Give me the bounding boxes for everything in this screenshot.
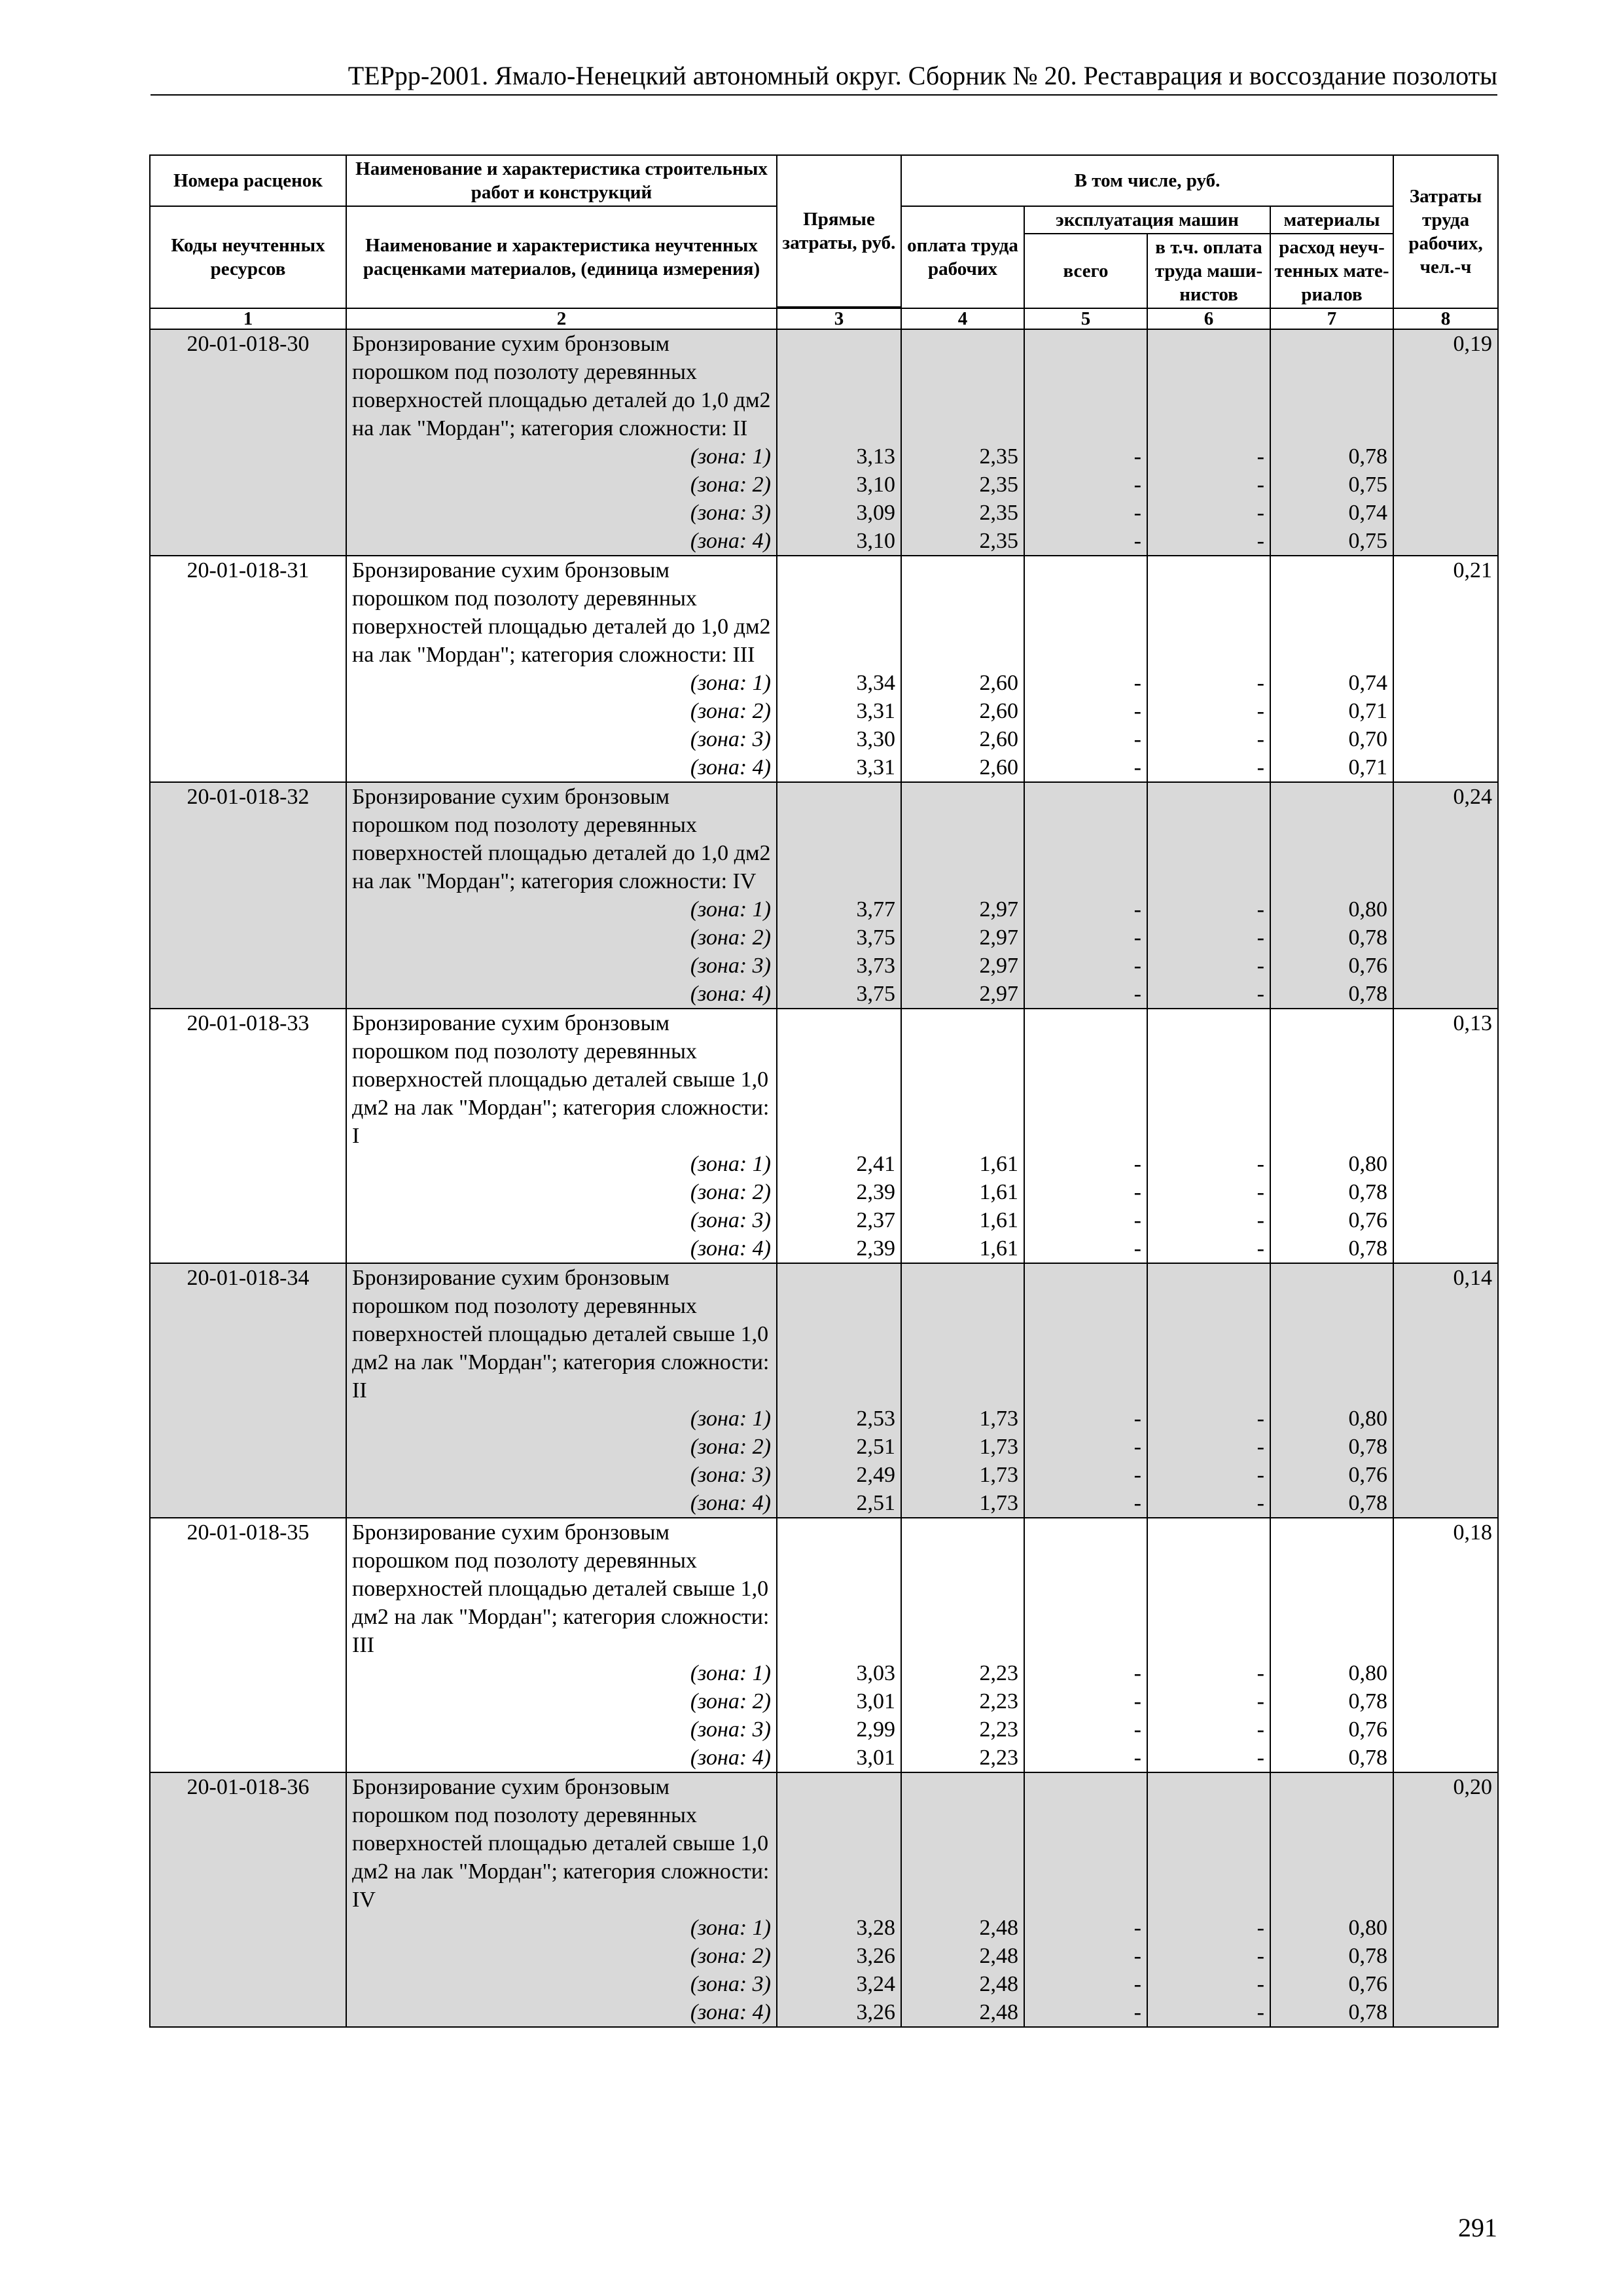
labor-pay-value: 2,35 [979, 444, 1018, 469]
materials-value: 0,74 [1348, 671, 1388, 695]
labor-pay-value: 2,97 [979, 897, 1018, 922]
zone-label: (зона: 2) [690, 1435, 771, 1459]
direct-cost-value: 2,51 [856, 1491, 895, 1515]
labor-pay-value: 2,60 [979, 671, 1018, 695]
column-numbers-row [150, 308, 1498, 329]
direct-cost-value: 3,26 [856, 1944, 895, 1968]
machine-total-value: - [1133, 1180, 1141, 1204]
direct-costs-cell [777, 1772, 901, 2027]
materials-value: 0,80 [1348, 1152, 1388, 1176]
zone-label: (зона: 3) [690, 501, 771, 525]
table-row [150, 782, 1498, 1009]
rate-description: Бронзирование сухим бронзовым порошком под позолоту деревянных поверхностей площадью деталей свыше 1,0 дм2 на лак "Мордан"; категория сложности: III [352, 1520, 770, 1657]
machine-total-value: - [1133, 1916, 1141, 1940]
zone-label: (зона: 2) [690, 1180, 771, 1204]
materials-value: 0,80 [1348, 1916, 1388, 1940]
materials-cell [1270, 556, 1393, 782]
header-resource-codes: Коды неучтенных ресурсов [150, 206, 346, 308]
direct-cost-value: 2,49 [856, 1463, 895, 1487]
machine-total-value: - [1133, 925, 1141, 950]
rate-description: Бронзирование сухим бронзовым порошком под позолоту деревянных поверхностей площадью деталей свыше 1,0 дм2 на лак "Мордан"; категория сложности: IV [352, 1775, 770, 1912]
column-number: 7 [1270, 308, 1393, 329]
direct-cost-value: 3,03 [856, 1661, 895, 1685]
rate-code-cell [150, 782, 346, 1009]
machinist-pay-value: - [1257, 1746, 1264, 1770]
machine-total-value: - [1133, 755, 1141, 780]
materials-value: 0,80 [1348, 897, 1388, 922]
rate-description-cell [346, 1263, 777, 1518]
zone-label: (зона: 1) [690, 671, 771, 695]
machinist-pay-value: - [1257, 1180, 1264, 1204]
header-work-name: Наименование и характеристика строительных работ и конструкций [346, 155, 777, 206]
header-unaccounted-materials: расход неуч-тенных мате-риалов [1270, 234, 1393, 308]
zone-label: (зона: 3) [690, 1717, 771, 1742]
zone-label: (зона: 4) [690, 755, 771, 780]
machinist-pay-cell [1147, 782, 1270, 1009]
labor-costs-cell [1393, 556, 1498, 782]
machine-total-value: - [1133, 982, 1141, 1006]
machinist-pay-value: - [1257, 755, 1264, 780]
labor-costs-value: 0,24 [1453, 785, 1493, 809]
materials-value: 0,78 [1348, 1944, 1388, 1968]
machine-total-value: - [1133, 1689, 1141, 1713]
labor-pay-value: 1,73 [979, 1435, 1018, 1459]
direct-cost-value: 3,30 [856, 727, 895, 751]
machinist-pay-cell [1147, 1263, 1270, 1518]
materials-value: 0,71 [1348, 755, 1388, 780]
column-number: 4 [901, 308, 1024, 329]
labor-pay-value: 1,73 [979, 1491, 1018, 1515]
labor-pay-value: 2,48 [979, 1944, 1018, 1968]
labor-costs-value: 0,21 [1453, 558, 1493, 583]
materials-cell [1270, 1263, 1393, 1518]
zone-label: (зона: 2) [690, 473, 771, 497]
direct-cost-value: 2,53 [856, 1407, 895, 1431]
direct-cost-value: 3,77 [856, 897, 895, 922]
labor-pay-value: 2,60 [979, 755, 1018, 780]
rate-code-cell [150, 329, 346, 556]
rate-code-cell [150, 1263, 346, 1518]
direct-costs-cell [777, 1263, 901, 1518]
materials-value: 0,78 [1348, 1746, 1388, 1770]
machinist-pay-value: - [1257, 671, 1264, 695]
machinist-pay-value: - [1257, 897, 1264, 922]
zone-label: (зона: 4) [690, 982, 771, 1006]
materials-value: 0,80 [1348, 1661, 1388, 1685]
direct-cost-value: 3,26 [856, 2000, 895, 2024]
labor-pay-cell [901, 1518, 1024, 1772]
machine-total-value: - [1133, 1236, 1141, 1261]
materials-value: 0,78 [1348, 1180, 1388, 1204]
machinist-pay-cell [1147, 1772, 1270, 2027]
machinist-pay-value: - [1257, 982, 1264, 1006]
rate-code: 20-01-018-31 [187, 558, 310, 583]
direct-cost-value: 2,39 [856, 1180, 895, 1204]
labor-pay-value: 2,48 [979, 1916, 1018, 1940]
materials-value: 0,74 [1348, 501, 1388, 525]
labor-costs-value: 0,20 [1453, 1775, 1493, 1799]
rate-code-cell [150, 1772, 346, 2027]
materials-value: 0,80 [1348, 1407, 1388, 1431]
column-number: 2 [346, 308, 777, 329]
materials-value: 0,76 [1348, 954, 1388, 978]
machinist-pay-value: - [1257, 444, 1264, 469]
header-material-name: Наименование и характеристика неучтенных расценками материалов, (единица измерения) [346, 206, 777, 308]
labor-pay-value: 2,48 [979, 1972, 1018, 1996]
labor-pay-value: 2,48 [979, 2000, 1018, 2024]
materials-value: 0,78 [1348, 1236, 1388, 1261]
machine-total-cell [1024, 1009, 1147, 1263]
direct-cost-value: 2,37 [856, 1208, 895, 1232]
materials-value: 0,78 [1348, 982, 1388, 1006]
machine-total-value: - [1133, 1661, 1141, 1685]
materials-value: 0,78 [1348, 1689, 1388, 1713]
labor-pay-value: 1,73 [979, 1463, 1018, 1487]
column-number: 6 [1147, 308, 1270, 329]
labor-pay-cell [901, 782, 1024, 1009]
column-number: 5 [1024, 308, 1147, 329]
labor-pay-cell [901, 1009, 1024, 1263]
machine-total-value: - [1133, 501, 1141, 525]
rate-description-cell [346, 782, 777, 1009]
machine-total-value: - [1133, 1972, 1141, 1996]
labor-costs-cell [1393, 1263, 1498, 1518]
machinist-pay-value: - [1257, 954, 1264, 978]
machine-total-value: - [1133, 897, 1141, 922]
direct-cost-value: 3,75 [856, 982, 895, 1006]
zone-label: (зона: 3) [690, 1972, 771, 1996]
machinist-pay-value: - [1257, 1916, 1264, 1940]
table-header [150, 155, 1498, 329]
materials-value: 0,75 [1348, 473, 1388, 497]
direct-costs-cell [777, 556, 901, 782]
machinist-pay-value: - [1257, 1972, 1264, 1996]
zone-label: (зона: 2) [690, 1944, 771, 1968]
labor-pay-value: 2,60 [979, 699, 1018, 723]
rate-description: Бронзирование сухим бронзовым порошком под позолоту деревянных поверхностей площадью деталей до 1,0 дм2 на лак "Мордан"; категория сложности: II [352, 332, 771, 440]
labor-costs-cell [1393, 1009, 1498, 1263]
zone-label: (зона: 1) [690, 1661, 771, 1685]
materials-value: 0,76 [1348, 1717, 1388, 1742]
direct-costs-cell [777, 1009, 901, 1263]
direct-costs-cell [777, 329, 901, 556]
machine-total-value: - [1133, 1407, 1141, 1431]
machine-total-value: - [1133, 473, 1141, 497]
machine-total-value: - [1133, 727, 1141, 751]
materials-cell [1270, 1518, 1393, 1772]
direct-cost-value: 3,75 [856, 925, 895, 950]
rate-code: 20-01-018-36 [187, 1775, 310, 1799]
zone-label: (зона: 1) [690, 1916, 771, 1940]
rate-description-cell [346, 1518, 777, 1772]
zone-label: (зона: 4) [690, 1746, 771, 1770]
header-materials: материалы [1270, 206, 1393, 234]
zone-label: (зона: 2) [690, 699, 771, 723]
direct-cost-value: 3,09 [856, 501, 895, 525]
materials-value: 0,70 [1348, 727, 1388, 751]
zone-label: (зона: 4) [690, 529, 771, 553]
labor-pay-value: 2,97 [979, 954, 1018, 978]
table-row [150, 1518, 1498, 1772]
column-number: 8 [1393, 308, 1498, 329]
direct-cost-value: 3,31 [856, 755, 895, 780]
direct-cost-value: 3,01 [856, 1689, 895, 1713]
rate-description-cell [346, 329, 777, 556]
direct-costs-cell [777, 1518, 901, 1772]
labor-costs-cell [1393, 1772, 1498, 2027]
rate-description: Бронзирование сухим бронзовым порошком под позолоту деревянных поверхностей площадью деталей до 1,0 дм2 на лак "Мордан"; категория сложности: IV [352, 785, 771, 893]
machinist-pay-value: - [1257, 1208, 1264, 1232]
rate-description-cell [346, 1009, 777, 1263]
materials-value: 0,78 [1348, 2000, 1388, 2024]
machine-total-cell [1024, 1772, 1147, 2027]
zone-label: (зона: 3) [690, 954, 771, 978]
machinist-pay-cell [1147, 1009, 1270, 1263]
direct-cost-value: 3,01 [856, 1746, 895, 1770]
labor-pay-value: 2,35 [979, 473, 1018, 497]
machine-total-cell [1024, 1263, 1147, 1518]
machinist-pay-value: - [1257, 1717, 1264, 1742]
column-number: 3 [777, 308, 901, 329]
machine-total-value: - [1133, 2000, 1141, 2024]
labor-pay-value: 2,35 [979, 501, 1018, 525]
labor-pay-value: 2,23 [979, 1717, 1018, 1742]
header-including: В том числе, руб. [901, 155, 1393, 206]
rate-code-cell [150, 556, 346, 782]
labor-costs-cell [1393, 782, 1498, 1009]
header-machine-operation: эксплуатация машин [1024, 206, 1270, 234]
table-body [150, 329, 1498, 2027]
header-labor-costs: Затраты труда рабочих, чел.-ч [1393, 155, 1498, 308]
rate-code: 20-01-018-32 [187, 785, 310, 809]
labor-pay-value: 1,61 [979, 1180, 1018, 1204]
labor-pay-value: 2,35 [979, 529, 1018, 553]
zone-label: (зона: 2) [690, 1689, 771, 1713]
rate-code-cell [150, 1518, 346, 1772]
machine-total-value: - [1133, 1435, 1141, 1459]
labor-pay-value: 2,97 [979, 982, 1018, 1006]
machine-total-cell [1024, 782, 1147, 1009]
direct-cost-value: 3,10 [856, 529, 895, 553]
rate-description: Бронзирование сухим бронзовым порошком под позолоту деревянных поверхностей площадью деталей свыше 1,0 дм2 на лак "Мордан"; категория сложности: I [352, 1011, 770, 1148]
table-row [150, 1009, 1498, 1263]
labor-costs-value: 0,19 [1453, 332, 1493, 356]
direct-cost-value: 2,39 [856, 1236, 895, 1261]
machine-total-value: - [1133, 1717, 1141, 1742]
machinist-pay-value: - [1257, 501, 1264, 525]
zone-label: (зона: 4) [690, 2000, 771, 2024]
header-rate-numbers: Номера расценок [150, 155, 346, 206]
labor-costs-value: 0,14 [1453, 1266, 1493, 1290]
zone-label: (зона: 3) [690, 1463, 771, 1487]
labor-pay-cell [901, 329, 1024, 556]
materials-cell [1270, 1009, 1393, 1263]
materials-value: 0,78 [1348, 1435, 1388, 1459]
materials-value: 0,75 [1348, 529, 1388, 553]
rate-description: Бронзирование сухим бронзовым порошком под позолоту деревянных поверхностей площадью деталей свыше 1,0 дм2 на лак "Мордан"; категория сложности: II [352, 1266, 770, 1403]
zone-label: (зона: 3) [690, 727, 771, 751]
table-row [150, 1772, 1498, 2027]
machinist-pay-value: - [1257, 1435, 1264, 1459]
machine-total-value: - [1133, 1944, 1141, 1968]
machine-total-value: - [1133, 1746, 1141, 1770]
machinist-pay-value: - [1257, 1152, 1264, 1176]
rates-table [149, 154, 1499, 2028]
direct-costs-cell [777, 782, 901, 1009]
machine-total-value: - [1133, 1491, 1141, 1515]
zone-label: (зона: 1) [690, 1152, 771, 1176]
materials-cell [1270, 782, 1393, 1009]
table-row [150, 1263, 1498, 1518]
machine-total-value: - [1133, 954, 1141, 978]
machinist-pay-value: - [1257, 699, 1264, 723]
column-number: 1 [150, 308, 346, 329]
machinist-pay-value: - [1257, 1661, 1264, 1685]
labor-pay-value: 2,23 [979, 1689, 1018, 1713]
running-header: ТЕРрр-2001. Ямало-Ненецкий автономный округ. Сборник № 20. Реставрация и воссоздание позолоты [151, 58, 1497, 96]
header-labor-pay: оплата труда рабочих [901, 206, 1024, 308]
direct-cost-value: 3,31 [856, 699, 895, 723]
materials-value: 0,78 [1348, 1491, 1388, 1515]
direct-cost-value: 2,51 [856, 1435, 895, 1459]
zone-label: (зона: 1) [690, 1407, 771, 1431]
zone-label: (зона: 3) [690, 1208, 771, 1232]
labor-pay-cell [901, 1263, 1024, 1518]
materials-value: 0,76 [1348, 1208, 1388, 1232]
machinist-pay-value: - [1257, 1689, 1264, 1713]
header-machinist-pay: в т.ч. оплата труда маши-нистов [1147, 234, 1270, 308]
table-row [150, 329, 1498, 556]
rate-description-cell [346, 556, 777, 782]
direct-cost-value: 2,41 [856, 1152, 895, 1176]
machinist-pay-value: - [1257, 925, 1264, 950]
direct-cost-value: 3,28 [856, 1916, 895, 1940]
rate-code: 20-01-018-35 [187, 1520, 310, 1545]
machine-total-value: - [1133, 1208, 1141, 1232]
direct-cost-value: 2,99 [856, 1717, 895, 1742]
machine-total-value: - [1133, 1463, 1141, 1487]
machinist-pay-value: - [1257, 1236, 1264, 1261]
labor-costs-value: 0,13 [1453, 1011, 1493, 1035]
labor-costs-cell [1393, 329, 1498, 556]
machinist-pay-value: - [1257, 529, 1264, 553]
machinist-pay-value: - [1257, 1944, 1264, 1968]
labor-pay-value: 2,23 [979, 1746, 1018, 1770]
direct-cost-value: 3,13 [856, 444, 895, 469]
labor-pay-value: 1,61 [979, 1152, 1018, 1176]
labor-pay-value: 2,23 [979, 1661, 1018, 1685]
rate-code: 20-01-018-34 [187, 1266, 310, 1290]
zone-label: (зона: 1) [690, 897, 771, 922]
machinist-pay-value: - [1257, 473, 1264, 497]
materials-cell [1270, 329, 1393, 556]
machinist-pay-cell [1147, 556, 1270, 782]
materials-value: 0,78 [1348, 444, 1388, 469]
labor-costs-cell [1393, 1518, 1498, 1772]
table-row [150, 556, 1498, 782]
labor-costs-value: 0,18 [1453, 1520, 1493, 1545]
direct-cost-value: 3,34 [856, 671, 895, 695]
rate-code: 20-01-018-33 [187, 1011, 310, 1035]
labor-pay-value: 2,60 [979, 727, 1018, 751]
machine-total-cell [1024, 556, 1147, 782]
page-number: 291 [1458, 2213, 1497, 2242]
rate-description-cell [346, 1772, 777, 2027]
machine-total-cell [1024, 329, 1147, 556]
materials-value: 0,71 [1348, 699, 1388, 723]
machine-total-value: - [1133, 444, 1141, 469]
labor-pay-value: 1,61 [979, 1236, 1018, 1261]
header-machine-total: всего [1024, 234, 1147, 308]
labor-pay-value: 2,97 [979, 925, 1018, 950]
machinist-pay-value: - [1257, 2000, 1264, 2024]
rate-description: Бронзирование сухим бронзовым порошком под позолоту деревянных поверхностей площадью деталей до 1,0 дм2 на лак "Мордан"; категория сложности: III [352, 558, 771, 667]
machine-total-cell [1024, 1518, 1147, 1772]
zone-label: (зона: 2) [690, 925, 771, 950]
zone-label: (зона: 4) [690, 1236, 771, 1261]
materials-cell [1270, 1772, 1393, 2027]
labor-pay-cell [901, 1772, 1024, 2027]
materials-value: 0,78 [1348, 925, 1388, 950]
labor-pay-value: 1,61 [979, 1208, 1018, 1232]
machinist-pay-value: - [1257, 1463, 1264, 1487]
zone-label: (зона: 4) [690, 1491, 771, 1515]
labor-pay-value: 1,73 [979, 1407, 1018, 1431]
machine-total-value: - [1133, 699, 1141, 723]
header-direct-costs: Прямые затраты, руб. [777, 155, 901, 307]
machine-total-value: - [1133, 1152, 1141, 1176]
direct-cost-value: 3,24 [856, 1972, 895, 1996]
rate-code: 20-01-018-30 [187, 332, 310, 356]
machine-total-value: - [1133, 529, 1141, 553]
zone-label: (зона: 1) [690, 444, 771, 469]
machinist-pay-value: - [1257, 727, 1264, 751]
direct-cost-value: 3,73 [856, 954, 895, 978]
machinist-pay-value: - [1257, 1407, 1264, 1431]
rate-code-cell [150, 1009, 346, 1263]
direct-cost-value: 3,10 [856, 473, 895, 497]
machinist-pay-value: - [1257, 1491, 1264, 1515]
labor-pay-cell [901, 556, 1024, 782]
machinist-pay-cell [1147, 329, 1270, 556]
machinist-pay-cell [1147, 1518, 1270, 1772]
materials-value: 0,76 [1348, 1463, 1388, 1487]
materials-value: 0,76 [1348, 1972, 1388, 1996]
machine-total-value: - [1133, 671, 1141, 695]
